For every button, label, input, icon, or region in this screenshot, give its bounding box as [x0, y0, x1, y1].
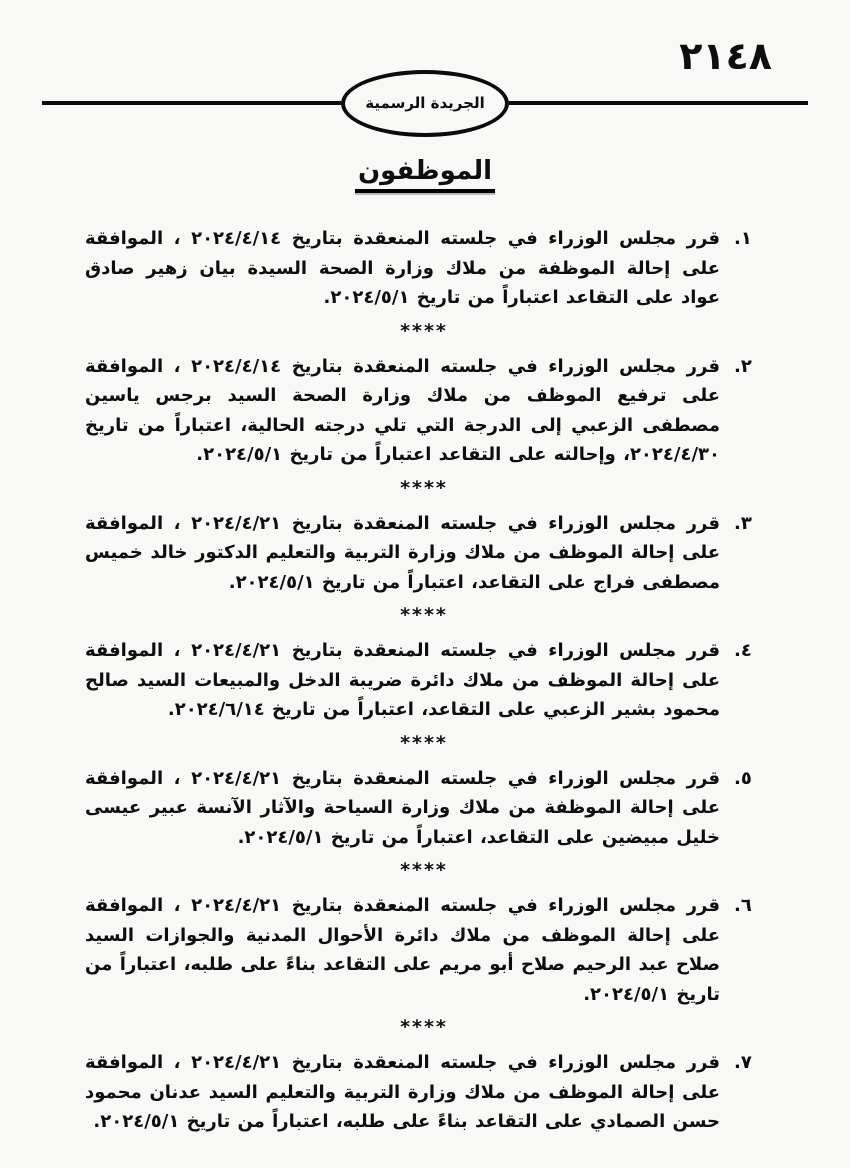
- decision-number: ٧.: [734, 1052, 752, 1073]
- decision-text: قرر مجلس الوزراء في جلسته المنعقدة بتاريخ ٢٠٢٤/٤/٢١ ، الموافقة على إحالة الموظفة من ملاك وزارة السياحة والآثار الآنسة عبير عيسى خليل مبيضين على التقاعد، اعتباراً من تاريخ ٢٠٢٤/٥/١.: [85, 767, 720, 848]
- decision-item-3: [58, 509, 790, 598]
- section-separator: ****: [400, 476, 448, 499]
- decision-item-4: [58, 636, 790, 725]
- decision-text: قرر مجلس الوزراء في جلسته المنعقدة بتاريخ ٢٠٢٤/٤/١٤ ، الموافقة على ترفيع الموظف من ملاك وزارة الصحة السيد برجس ياسين مصطفى الزعبي إلى الدرجة التي تلي درجته الحالية، اعتباراً من تاريخ ٢٠٢٤/٤/٣٠، وإحالته على التقاعد اعتباراً من تاريخ ٢٠٢٤/٥/١.: [85, 355, 720, 465]
- gazette-name-label: الجريدة الرسمية: [365, 94, 485, 112]
- decision-text: قرر مجلس الوزراء في جلسته المنعقدة بتاريخ ٢٠٢٤/٤/٢١ ، الموافقة على إحالة الموظف من ملاك دائرة ضريبة الدخل والمبيعات السيد صالح محمود بشير الزعبي على التقاعد، اعتباراً من تاريخ ٢٠٢٤/٦/١٤.: [85, 640, 720, 720]
- decision-number: ٦.: [734, 895, 752, 916]
- decision-text: قرر مجلس الوزراء في جلسته المنعقدة بتاريخ ٢٠٢٤/٤/٢١ ، الموافقة على إحالة الموظف من ملاك وزارة التربية والتعليم الدكتور خالد خميس مصطفى فراج على التقاعد، اعتباراً من تاريخ ٢٠٢٤/٥/١.: [85, 512, 720, 593]
- decision-number: ٤.: [734, 640, 752, 661]
- decision-text: قرر مجلس الوزراء في جلسته المنعقدة بتاريخ ٢٠٢٤/٤/٢١ ، الموافقة على إحالة الموظف من ملاك دائرة الأحوال المدنية والجوازات السيد صلاح عبد الرحيم صلاح أبو مريم على التقاعد بناءً على طلبه، اعتباراً من تاريخ ٢٠٢٤/٥/١.: [85, 895, 720, 1005]
- header-line-left: [42, 101, 341, 105]
- decision-number: ٣.: [734, 512, 752, 534]
- header-rule: [42, 69, 808, 137]
- decision-text: قرر مجلس الوزراء في جلسته المنعقدة بتاريخ ٢٠٢٤/٤/١٤ ، الموافقة على إحالة الموظفة من ملاك وزارة الصحة السيدة بيان زهير صادق عواد على التقاعد اعتباراً من تاريخ ٢٠٢٤/٥/١.: [85, 228, 720, 308]
- decision-item-2: [58, 352, 790, 470]
- section-separator: ****: [400, 1016, 448, 1038]
- section-separator: ****: [400, 731, 448, 754]
- decision-number: ١.: [734, 228, 752, 249]
- decision-item-5: [58, 764, 790, 853]
- page-title: الموظفون: [355, 156, 495, 193]
- decisions-list: [58, 224, 790, 1137]
- title-row: [0, 156, 850, 193]
- decision-number: ٥.: [734, 767, 752, 789]
- section-separator: ****: [400, 604, 448, 626]
- decision-item-1: [58, 224, 790, 313]
- decision-item-6: [58, 891, 790, 1009]
- gazette-oval-badge: [341, 70, 509, 137]
- decision-number: ٢.: [734, 355, 752, 377]
- section-separator: ****: [400, 319, 448, 342]
- section-separator: ****: [400, 859, 448, 881]
- header-line-right: [509, 101, 808, 105]
- decision-item-7: [58, 1048, 790, 1137]
- decision-text: قرر مجلس الوزراء في جلسته المنعقدة بتاريخ ٢٠٢٤/٤/٢١ ، الموافقة على إحالة الموظف من ملاك وزارة التربية والتعليم السيد عدنان محمود حسن الصمادي على التقاعد بناءً على طلبه، اعتباراً من تاريخ ٢٠٢٤/٥/١.: [85, 1052, 720, 1132]
- page-number: ٢١٤٨: [679, 34, 772, 78]
